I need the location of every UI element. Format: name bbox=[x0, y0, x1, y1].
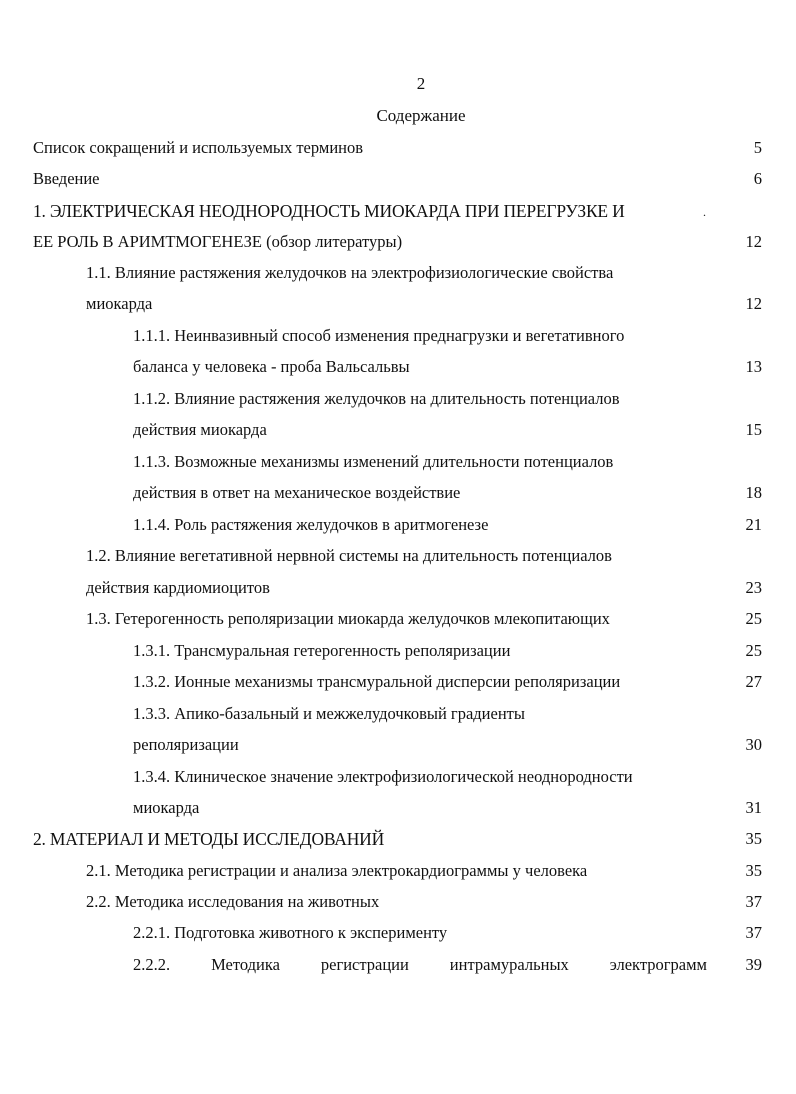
toc-entry-text: миокарда bbox=[133, 798, 200, 817]
toc-page-number: 5 bbox=[753, 138, 762, 157]
toc-entry-text: ЕЕ РОЛЬ В АРИМТМОГЕНЕЗЕ (обзор литературы) bbox=[33, 232, 403, 251]
toc-page-number: 15 bbox=[745, 420, 762, 439]
toc-entry-text: 1.3.2. Ионные механизмы трансмуральной дисперсии реполяризации bbox=[133, 672, 621, 691]
toc-entry-text: 1.3.1. Трансмуральная гетерогенность реполяризации bbox=[133, 641, 511, 660]
toc-entry-word: Методика bbox=[211, 955, 280, 974]
toc-entry-text: 1. ЭЛЕКТРИЧЕСКАЯ НЕОДНОРОДНОСТЬ МИОКАРДА ПРИ ПЕРЕГРУЗКЕ И bbox=[33, 201, 625, 221]
toc-page-number: 23 bbox=[745, 578, 762, 597]
toc-entry-text: 1.1.3. Возможные механизмы изменений длительности потенциалов bbox=[133, 452, 614, 471]
toc-entry-text: 1.1. Влияние растяжения желудочков на электрофизиологические свойства bbox=[86, 263, 614, 282]
toc-page-number: 21 bbox=[745, 515, 762, 534]
toc-page-number: 37 bbox=[745, 892, 762, 911]
toc-entry-text: 1.3.4. Клиническое значение электрофизиологической неоднородности bbox=[133, 767, 633, 786]
toc-entry-text: 1.1.1. Неинвазивный способ изменения преднагрузки и вегетативного bbox=[133, 326, 625, 345]
toc-entry-text: баланса у человека - проба Вальсальвы bbox=[133, 357, 410, 376]
toc-title: Содержание bbox=[376, 106, 466, 125]
toc-page-number: 25 bbox=[745, 641, 762, 660]
toc-entry-word: электрограмм bbox=[609, 955, 707, 974]
toc-entry-word: регистрации bbox=[320, 955, 409, 974]
toc-page-number: 18 bbox=[745, 483, 762, 502]
toc-page-number: 12 bbox=[745, 294, 762, 313]
page-number: 2 bbox=[416, 74, 426, 93]
toc-page-number: 25 bbox=[745, 609, 762, 628]
toc-entry-text: 1.1.2. Влияние растяжения желудочков на длительность потенциалов bbox=[133, 389, 620, 408]
toc-page-number: 30 bbox=[745, 735, 762, 754]
toc-entry-text: 1.3. Гетерогенность реполяризации миокарда желудочков млекопитающих bbox=[86, 609, 610, 628]
toc-page-number: 37 bbox=[745, 923, 762, 942]
toc-page-number: 35 bbox=[745, 861, 762, 880]
toc-entry-text: реполяризации bbox=[133, 735, 239, 754]
toc-page-number: 35 bbox=[745, 829, 762, 848]
toc-page-number: 39 bbox=[745, 955, 762, 974]
toc-entry-text: Введение bbox=[33, 169, 100, 188]
toc-entry-text: 1.3.3. Апико-базальный и межжелудочковый градиенты bbox=[133, 704, 525, 723]
toc-entry-text: Список сокращений и используемых терминов bbox=[33, 138, 364, 157]
toc-page-number: 12 bbox=[745, 232, 762, 251]
toc-entry-text: действия в ответ на механическое воздействие bbox=[133, 483, 461, 502]
toc-entry-text: миокарда bbox=[86, 294, 153, 313]
toc-entry-word: 2.2.2. bbox=[133, 955, 171, 974]
toc-entry-text: 1.1.4. Роль растяжения желудочков в аритмогенезе bbox=[133, 515, 489, 534]
toc-page-number: 27 bbox=[745, 672, 762, 691]
toc-page-number: 13 bbox=[745, 357, 762, 376]
toc-entry-text: 2.2.1. Подготовка животного к эксперименту bbox=[133, 923, 448, 942]
toc-entry-word: интрамуральных bbox=[449, 955, 569, 974]
toc-entry-text: действия кардиомиоцитов bbox=[86, 578, 270, 597]
toc-entry-2-2-2[interactable] bbox=[133, 953, 707, 977]
toc-entry-text: 1.2. Влияние вегетативной нервной системы на длительность потенциалов bbox=[86, 546, 612, 565]
toc-entry-text: 2. МАТЕРИАЛ И МЕТОДЫ ИССЛЕДОВАНИЙ bbox=[33, 829, 385, 849]
toc-page-number: 31 bbox=[745, 798, 762, 817]
toc-entry-text: 2.2. Методика исследования на животных bbox=[86, 892, 380, 911]
toc-entry-text: 2.1. Методика регистрации и анализа электрокардиограммы у человека bbox=[86, 861, 588, 880]
toc-entry-text: действия миокарда bbox=[133, 420, 267, 439]
stray-mark: . bbox=[703, 205, 706, 219]
toc-page-number: 6 bbox=[753, 169, 762, 188]
